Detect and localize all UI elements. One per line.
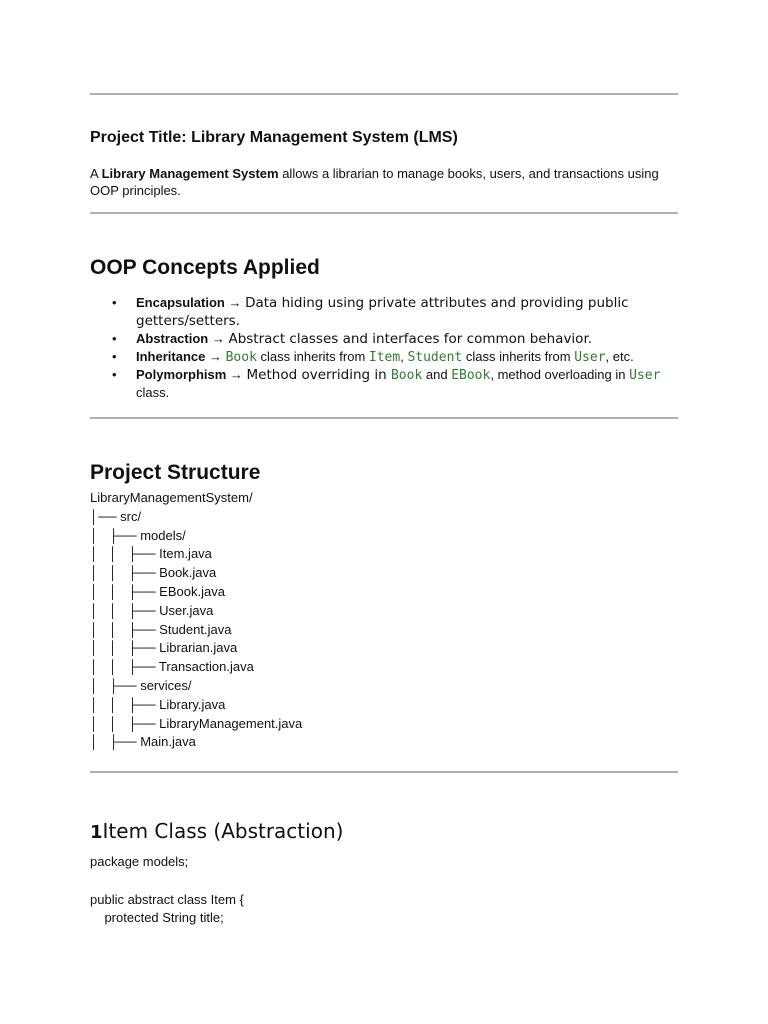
code-line: package models;: [90, 854, 189, 869]
concept-label: Abstraction: [136, 331, 209, 346]
bullet: •: [112, 331, 117, 346]
tree-line: │ │ ├── LibraryManagement.java: [90, 715, 303, 731]
concept-text: Abstract classes and interfaces for common behavior.: [228, 331, 593, 347]
code-token: User: [629, 368, 661, 383]
arrow: →: [208, 331, 229, 346]
tree-line: │ │ ├── Item.java: [90, 546, 212, 562]
arrow: →: [205, 349, 226, 364]
code-token: User: [574, 350, 606, 365]
tree-line: LibraryManagementSystem/: [90, 490, 253, 505]
section-title: Item Class (Abstraction): [102, 819, 344, 843]
code-line: protected String title;: [90, 910, 224, 926]
tree-line: │ │ ├── EBook.java: [90, 583, 225, 599]
concepts-list: [90, 294, 678, 401]
intro-bold: Library Management System: [101, 166, 279, 181]
concepts-heading: OOP Concepts Applied: [90, 256, 320, 279]
list-item: [90, 294, 678, 330]
structure-heading: Project Structure: [90, 461, 261, 484]
divider: [90, 417, 678, 419]
tree-line: │── src/: [90, 508, 142, 524]
concept-text: class inherits from: [256, 349, 369, 364]
concept-label: Encapsulation: [136, 295, 225, 310]
section-number: 1: [90, 822, 103, 843]
code-line: public abstract class Item {: [90, 891, 244, 907]
code-token: Item: [368, 350, 401, 365]
list-item: [90, 348, 678, 366]
tree-line: │ │ ├── Book.java: [90, 565, 217, 581]
intro-paragraph: [90, 165, 678, 199]
project-tree: [90, 489, 302, 752]
concept-text: , etc.: [605, 349, 634, 364]
tree-line: │ │ ├── Student.java: [90, 621, 232, 637]
concept-label: Inheritance: [136, 349, 206, 364]
concept-text: and: [422, 367, 452, 382]
tree-line: │ ├── services/: [90, 677, 192, 693]
bullet: •: [112, 367, 117, 382]
bullet: •: [112, 295, 117, 310]
concept-text: ,: [400, 349, 408, 364]
item-class-heading: [90, 819, 343, 843]
tree-line: │ │ ├── User.java: [90, 602, 214, 618]
concept-text: Method overriding in: [246, 367, 391, 383]
list-item: [90, 366, 678, 401]
divider: [90, 771, 678, 773]
concept-label: Polymorphism: [136, 367, 227, 382]
code-block: [90, 853, 244, 928]
code-line: [90, 872, 244, 891]
project-title: Project Title: Library Management System (LMS): [90, 129, 458, 146]
divider: [90, 212, 678, 214]
concept-text: class inherits from: [462, 349, 575, 364]
list-item: [90, 330, 678, 348]
tree-line: │ │ ├── Librarian.java: [90, 640, 238, 656]
divider: [90, 93, 678, 95]
intro-prefix: A: [90, 166, 102, 181]
tree-line: │ ├── Main.java: [90, 734, 196, 750]
intro-rest: allows a librarian to manage books, users, and transactions using OOP principles.: [90, 166, 659, 198]
code-token: Book: [390, 368, 423, 383]
code-token: Book: [225, 350, 257, 365]
code-token: EBook: [451, 368, 491, 383]
concept-text: , method overloading in: [490, 367, 630, 382]
arrow: →: [224, 295, 246, 310]
code-token: Student: [407, 350, 463, 365]
tree-line: │ │ ├── Transaction.java: [90, 659, 254, 675]
bullet: •: [112, 349, 117, 364]
tree-line: │ │ ├── Library.java: [90, 696, 226, 712]
arrow: →: [226, 367, 247, 382]
concept-text: class.: [136, 385, 170, 400]
tree-line: │ ├── models/: [90, 527, 186, 543]
concept-text: Data hiding using private attributes and providing public getters/setters.: [136, 295, 629, 329]
